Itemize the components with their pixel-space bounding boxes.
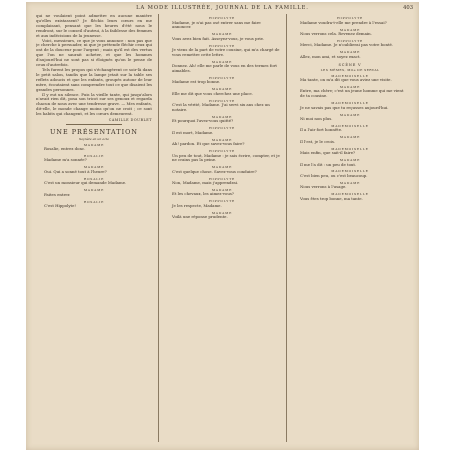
speaker-name: MADAME (339, 180, 361, 185)
paragraph: Voici, messieurs, ce que je vous annonce : non pas que je cherche à persuader, ni que je prétende fléchir ceux qui ont de la douceur pour l'argent ; mais qu'il est des vertus que l'on ne saurait acheter, et que les hommes d'aujourd'hui ne sont pas si éloignés qu'on le pense de ceux d'autrefois. (36, 37, 152, 68)
speaker-name: HIPPOLYTE (208, 199, 236, 204)
dialogue-line: Faites entrer. (44, 191, 71, 197)
page-number: 403 (403, 5, 413, 11)
speaker-name: HIPPOLYTE (208, 43, 236, 48)
dialogue-line: Nous verrons à l'usage. (300, 184, 347, 190)
speaker-name: MADAME (83, 188, 105, 193)
paragraph: Il y eut un silence. Puis la vieille tante, qui jusqu'alors n'avait rien dit, posa son tricot sur ses genoux et regarda chacun de nous avec une tendresse grave. — Mes enfants, dit-elle, le monde change moins qu'on ne croit ; ce sont les habits qui changent, et les cœurs demeurent. (36, 91, 152, 117)
dialogue-line: C'est bien peu, ou c'est beaucoup. (300, 172, 368, 178)
speaker-name: MADEMOISELLE (331, 169, 369, 174)
speaker-name: MADEMOISELLE (331, 146, 369, 151)
dialogue-line: C'est Hippolyte! (44, 202, 76, 208)
dialogue-line: C'est un monsieur qui demande Madame. (44, 180, 127, 186)
dialogue-line: Il l'est, je le crois. (300, 138, 336, 144)
running-title: LA MODE ILLUSTRÉE, JOURNAL DE LA FAMILLE. (136, 5, 309, 11)
dialogue-line: Merci, Madame. Je n'oublierai pas votre bonté. (300, 42, 394, 48)
dialogue-line: Mais enfin, que sait-il faire? (300, 150, 356, 156)
speaker-name: HIPPOLYTE (208, 98, 236, 103)
section-byline: Saynète en un acte (78, 136, 110, 141)
dialogue-line: Je les respecte, Madame. (172, 202, 222, 208)
dialogue-line: Ma tante, on m'a dit que vous aviez une visite. (300, 77, 392, 83)
speaker-name: MADAME (211, 165, 233, 170)
column-rule (286, 14, 287, 442)
section-title: UNE PRÉSENTATION (50, 128, 138, 137)
dialogue-line: Et les chevaux, les aimez-vous? (172, 191, 234, 197)
speaker-name: MADEMOISELLE (331, 123, 369, 128)
speaker-name: MADEMOISELLE (331, 73, 369, 78)
dialogue-line: Voilà une réponse prudente. (172, 214, 228, 220)
speaker-name: HIPPOLYTE (208, 176, 236, 181)
speaker-name: HIPPOLYTE (336, 16, 364, 21)
dialogue-line: Madame est trop bonne. (172, 79, 221, 85)
dialogue-line: Il me l'a dit : un peu de tout. (300, 161, 357, 167)
speaker-name: MADAME (211, 115, 233, 119)
dialogue-line: C'est la vérité, Madame. J'ai servi six ans chez un notaire. (172, 102, 270, 113)
speaker-name: MADEMOISELLE (331, 192, 369, 197)
column-rule (158, 14, 159, 442)
dialogue-line: Nous verrons cela. Revenez demain. (300, 30, 372, 36)
signature: CAMILLE DOUBLET (108, 118, 152, 123)
dialogue-line: Allez, mon ami, et soyez exact. (300, 53, 361, 59)
column-1 (36, 14, 152, 444)
scene-characters: LES MÊMES, Mlle DE SERVAL (320, 67, 380, 72)
dialogue-line: Je ne savais pas que tu reçusses aujourd'hui. (300, 104, 389, 110)
dialogue-line: Un peu de tout, Madame : je sais écrire, compter, et je ne crains pas la peine. (172, 152, 280, 163)
speaker-name: MADAME (83, 142, 105, 147)
column-3 (292, 14, 408, 444)
paragraph: qui ne voulaient point admettre en aucune manière qu'elles existassent? Je fléchis leurs cœurs en me complaisant, pensant que les heures d'été nous le rendront, sur le conseil d'autrui, à la faiblesse des femmes et aux indécisions de la jeunesse. (36, 14, 152, 38)
dialogue-line: Non, Madame, mais j'apprendrai. (172, 180, 239, 186)
dialogue-line: Madame, je n'ai pas osé entrer sans me faire annoncer. (172, 19, 261, 30)
speaker-name: MADEMOISELLE (331, 101, 369, 106)
dialogue-line: Vous avez bien fait. Asseyez-vous, je vous prie. (172, 35, 265, 41)
speaker-name: MADAME (211, 188, 233, 193)
dialogue-line: Ni moi non plus. (300, 116, 333, 121)
dialogue-line: C'est quelque chose. Savez-vous conduire? (172, 168, 257, 174)
dialogue-line: Entre, ma chère; c'est un jeune homme qui me vient de ta cousine. (300, 88, 404, 99)
dialogue-line: Madame m'a sonnée? (44, 157, 87, 163)
speaker-name: HIPPOLYTE (208, 149, 236, 154)
dialogue-line: Il a l'air fort honnête. (300, 127, 343, 133)
speaker-name: HIPPOLYTE (208, 16, 236, 21)
speaker-name: MADAME (83, 165, 105, 170)
dialogue-line: Et pourquoi l'avez-vous quitté? (172, 118, 234, 124)
dialogue-line: Madame voudra-t-elle me prendre à l'essai? (300, 19, 387, 25)
dialogue-line: Vous êtes trop bonne, ma tante. (300, 195, 363, 201)
dialogue-line: Je viens de la part de votre cousine, qui m'a chargé de vous remettre cette lettre. (172, 47, 280, 57)
dialogue-line: Donnez. Ah! elle me parle de vous en des termes fort aimables. (172, 63, 277, 74)
scene-heading: SCÈNE V (338, 62, 362, 67)
paragraph: Tels furent les propos qui s'échangèrent ce soir-là dans le petit salon, tandis que la lampe jetait sur la table ses reflets adoucis et que les enfants, groupés autour de leur mère, écoutaient sans comprendre tout ce que disaient les grandes personnes. (36, 66, 152, 92)
speaker-name: MADAME (339, 85, 361, 90)
speaker-name: HIPPOLYTE (336, 38, 364, 43)
speaker-name: ROSALIE (83, 154, 105, 159)
dialogue-line: Oui. Qui a sonné tout à l'heure? (44, 168, 107, 174)
speaker-name: MADAME (339, 135, 361, 140)
speaker-name: HIPPOLYTE (208, 126, 236, 131)
dialogue-line: Ah! pardon. Et que savez-vous faire? (172, 141, 245, 147)
speaker-name: MADAME (211, 32, 233, 37)
speaker-name: MADAME (339, 50, 361, 55)
speaker-name: HIPPOLYTE (208, 76, 236, 81)
dialogue-line: Rosalie, entrez donc. (44, 146, 86, 152)
divider (66, 124, 122, 125)
speaker-name: MADAME (339, 112, 361, 117)
speaker-name: MADAME (339, 27, 361, 32)
newspaper-page (26, 2, 419, 450)
speaker-name: MADAME (339, 158, 361, 163)
speaker-name: MADAME (211, 59, 233, 64)
column-2 (164, 14, 280, 444)
speaker-name: ROSALIE (83, 199, 105, 204)
speaker-name: MADAME (211, 137, 233, 142)
speaker-name: MADAME (211, 210, 233, 215)
speaker-name: ROSALIE (83, 176, 105, 181)
speaker-name: MADAME (211, 87, 233, 92)
dialogue-line: Il est mort, Madame. (172, 129, 214, 135)
dialogue-line: Elle me dit que vous cherchez une place. (172, 90, 253, 96)
